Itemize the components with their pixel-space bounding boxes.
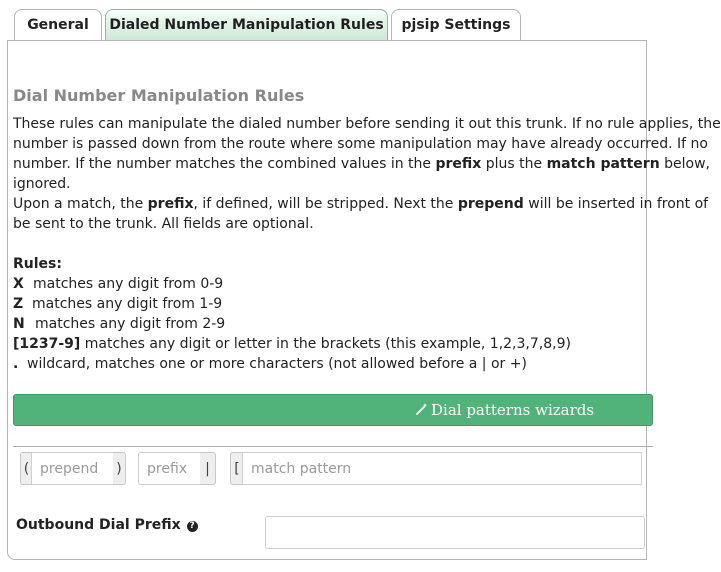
description-text: plus the [481,156,547,172]
rule-text: matches any digit or letter in the brackets (this example, 1,2,3,7,8,9) [80,336,571,352]
description-text: number. If the number matches the combined values in the [13,156,436,172]
rules-list [13,254,571,374]
description-text: Upon a match, the [13,196,148,212]
rule-key: Z [13,296,24,312]
rule-bracket [13,334,571,354]
section-title: Dial Number Manipulation Rules [13,86,305,105]
tab-bar [0,0,616,41]
description-text: below, [659,156,710,172]
wizard-label: Dial patterns wizards [431,401,595,419]
prepend-close-paren: ) [113,452,126,485]
question-circle-icon[interactable]: ? [187,521,198,532]
outbound-label-text: Outbound Dial Prefix [16,517,181,533]
description-bold: match pattern [546,156,660,172]
outbound-dial-prefix-input[interactable] [265,516,645,549]
rule-key: [1237-9] [13,336,81,352]
rule-text: matches any digit from 2-9 [35,316,226,332]
prefix-pipe: | [200,452,216,485]
prefix-input[interactable] [138,452,201,485]
tab-general[interactable]: General [14,9,102,40]
rule-z [13,294,571,314]
description-text: will be inserted in front of [523,196,709,212]
match-pattern-input[interactable] [242,452,642,485]
prepend-input[interactable] [31,452,114,485]
prepend-open-paren: ( [20,452,32,485]
description-bold: prepend [457,196,524,212]
rule-x [13,274,571,294]
rule-key: N [13,316,25,332]
rule-key: . [13,356,19,372]
rules-heading: Rules: [13,256,62,272]
description-line: number is passed down from the route where some manipulation may have already occurred. If no [13,136,708,152]
description-line [13,194,709,214]
description-line: These rules can manipulate the dialed number before sending it out this trunk. If no rule applies, the [13,116,721,132]
tab-dialed-number-manipulation-rules[interactable]: Dialed Number Manipulation Rules [105,9,388,40]
description-text: , if defined, will be stripped. Next the [193,196,458,212]
description-line: ignored. [13,176,71,192]
dial-patterns-wizard-button[interactable] [13,394,653,426]
divider [13,446,653,447]
magic-wand-icon [416,401,428,419]
description-line: be sent to the trunk. All fields are optional. [13,216,314,232]
outbound-dial-prefix-label [16,517,198,533]
description-bold: prefix [147,196,194,212]
description-bold: prefix [435,156,482,172]
description-line [13,154,710,174]
tab-pjsip-settings[interactable]: pjsip Settings [391,9,521,40]
rule-text: matches any digit from 0-9 [33,276,224,292]
rule-text: matches any digit from 1-9 [32,296,223,312]
rule-key: X [13,276,24,292]
rule-dot [13,354,571,374]
match-open-bracket: [ [230,452,243,485]
rule-n [13,314,571,334]
rules-description [13,114,721,234]
rule-text: wildcard, matches one or more characters (not allowed before a | or +) [27,356,527,372]
